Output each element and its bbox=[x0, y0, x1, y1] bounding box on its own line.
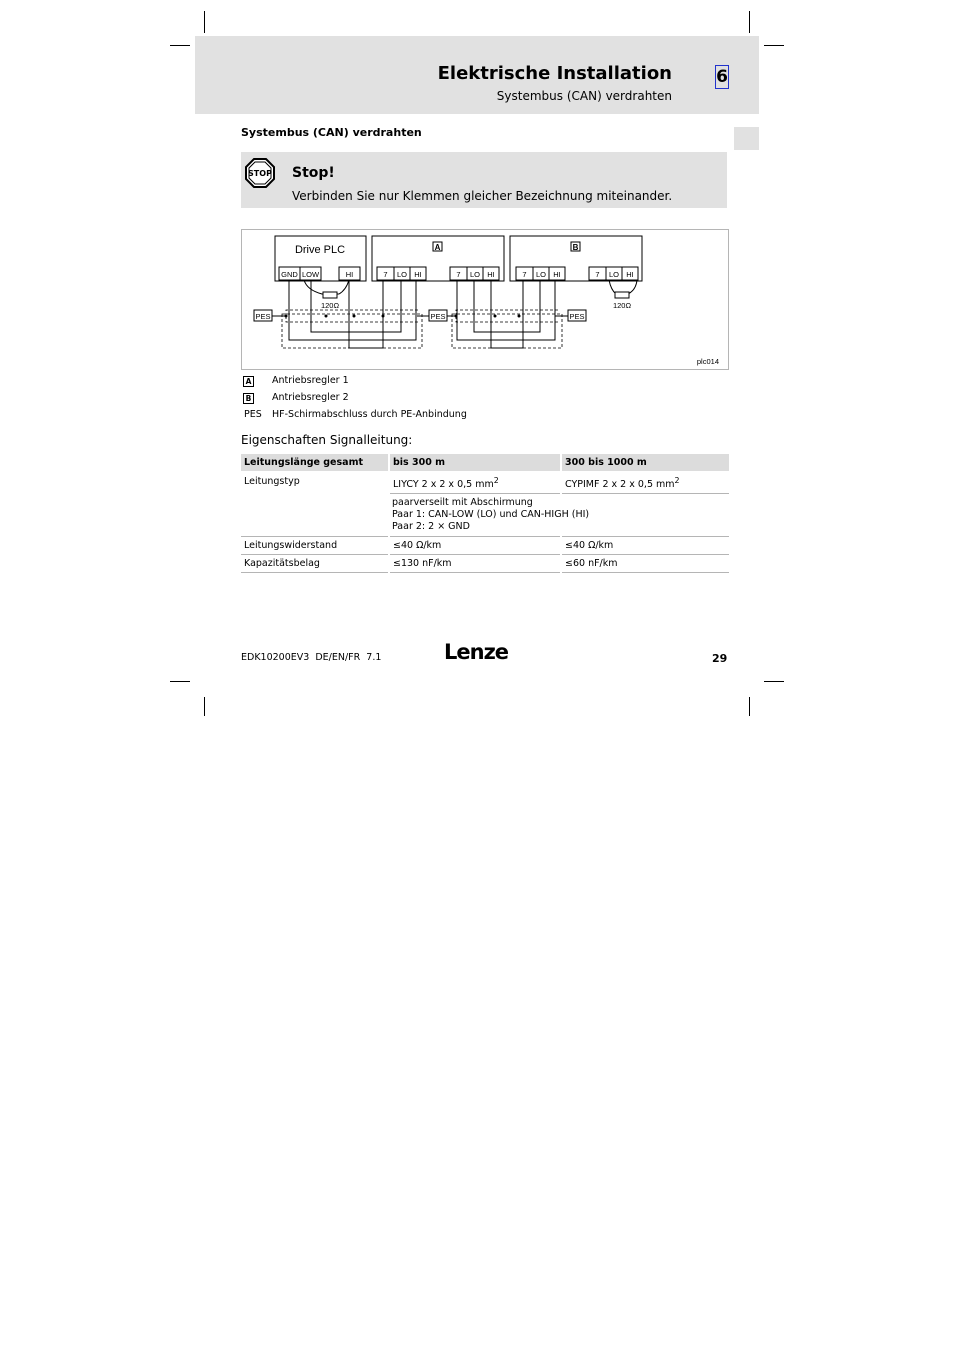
table-header-cell: 300 bis 1000 m bbox=[561, 454, 729, 472]
crop-mark bbox=[204, 11, 205, 33]
table-cell: CYPIMF 2 x 2 x 0,5 $mm^2$ bbox=[561, 472, 729, 494]
table-cell: ≤40 Ω/km bbox=[389, 537, 561, 555]
table-row bbox=[241, 537, 729, 555]
terminal-label: 7 bbox=[595, 270, 600, 279]
table-cell: ≤40 Ω/km bbox=[561, 537, 729, 555]
terminal-label: LO bbox=[608, 270, 620, 279]
terminal-label: 7 bbox=[383, 270, 388, 279]
legend-key-box: A bbox=[243, 376, 254, 387]
table-row bbox=[241, 555, 729, 573]
drive-a-letter: A bbox=[434, 243, 441, 252]
table-row bbox=[241, 472, 729, 494]
resistor-label: 120Ω bbox=[320, 301, 340, 310]
terminal-label: HI bbox=[487, 270, 495, 279]
page-title: Elektrische Installation bbox=[437, 63, 672, 84]
table-cell: ≤60 nF/km bbox=[561, 555, 729, 573]
figure-id: plc014 bbox=[696, 357, 719, 366]
pes-label: PES bbox=[255, 312, 271, 321]
lenze-logo: Lenze bbox=[444, 640, 509, 664]
table-header-cell: Leitungslänge gesamt bbox=[241, 454, 389, 472]
table-cell: Kapazitätsbelag bbox=[241, 555, 389, 573]
chapter-tab-marker bbox=[734, 127, 759, 150]
crop-mark bbox=[204, 697, 205, 716]
terminal-label: HI bbox=[414, 270, 422, 279]
terminal-label: LOW bbox=[301, 270, 320, 279]
resistor-label: 120Ω bbox=[612, 301, 632, 310]
pes-label: PES bbox=[430, 312, 446, 321]
table-cell: ≤130 nF/km bbox=[389, 555, 561, 573]
legend-text: Antriebsregler 1 bbox=[272, 375, 349, 386]
page-subtitle: Systembus (CAN) verdrahten bbox=[496, 89, 672, 103]
document-id: EDK10200EV3 DE/EN/FR 7.1 bbox=[241, 652, 382, 663]
terminal-label: GND bbox=[281, 270, 298, 279]
wiring-diagram bbox=[241, 229, 729, 370]
terminal-label: HI bbox=[626, 270, 634, 279]
stop-title: Stop! bbox=[292, 165, 335, 181]
table-cell: paarverseilt mit Abschirmung Paar 1: CAN-LOW (LO) und CAN-HIGH (HI) Paar 2: 2 × GND bbox=[389, 494, 729, 537]
table-cell: LIYCY 2 x 2 x 0,5 $mm^2$ bbox=[389, 472, 561, 494]
signal-table-heading: Eigenschaften Signalleitung: bbox=[241, 433, 413, 447]
chapter-number[interactable]: 6 bbox=[716, 67, 728, 87]
table-cell: Leitungstyp bbox=[241, 472, 389, 537]
crop-mark bbox=[764, 681, 784, 682]
terminal-label: 7 bbox=[522, 270, 527, 279]
terminal-label: LO bbox=[469, 270, 481, 279]
table-cell: Leitungswiderstand bbox=[241, 537, 389, 555]
signal-properties-table bbox=[241, 454, 729, 573]
legend-text: Antriebsregler 2 bbox=[272, 392, 349, 403]
legend-key-box: B bbox=[243, 393, 254, 404]
page-number: 29 bbox=[712, 652, 728, 665]
page-header bbox=[195, 36, 759, 114]
terminal-label: LO bbox=[535, 270, 547, 279]
terminal-label: HI bbox=[553, 270, 561, 279]
drive-b-letter: B bbox=[572, 243, 579, 252]
table-header-cell: bis 300 m bbox=[389, 454, 561, 472]
legend-text: HF-Schirmabschluss durch PE-Anbindung bbox=[272, 409, 467, 420]
terminal-label: LO bbox=[396, 270, 408, 279]
stop-text: Verbinden Sie nur Klemmen gleicher Bezeichnung miteinander. bbox=[292, 189, 673, 203]
pes-label: PES bbox=[569, 312, 585, 321]
section-heading: Systembus (CAN) verdrahten bbox=[241, 126, 422, 139]
table-header-row bbox=[241, 454, 729, 472]
crop-mark bbox=[170, 45, 190, 46]
crop-mark bbox=[170, 681, 190, 682]
legend-key: PES bbox=[244, 409, 262, 420]
crop-mark bbox=[764, 45, 784, 46]
crop-mark bbox=[749, 11, 750, 33]
terminal-label: HI bbox=[345, 270, 354, 279]
terminal-label: 7 bbox=[456, 270, 461, 279]
stop-notice bbox=[241, 152, 727, 208]
stop-sign-icon bbox=[245, 158, 275, 188]
crop-mark bbox=[749, 697, 750, 716]
plc-label: Drive PLC bbox=[294, 244, 346, 256]
stop-sign-text: STOP bbox=[248, 169, 272, 178]
